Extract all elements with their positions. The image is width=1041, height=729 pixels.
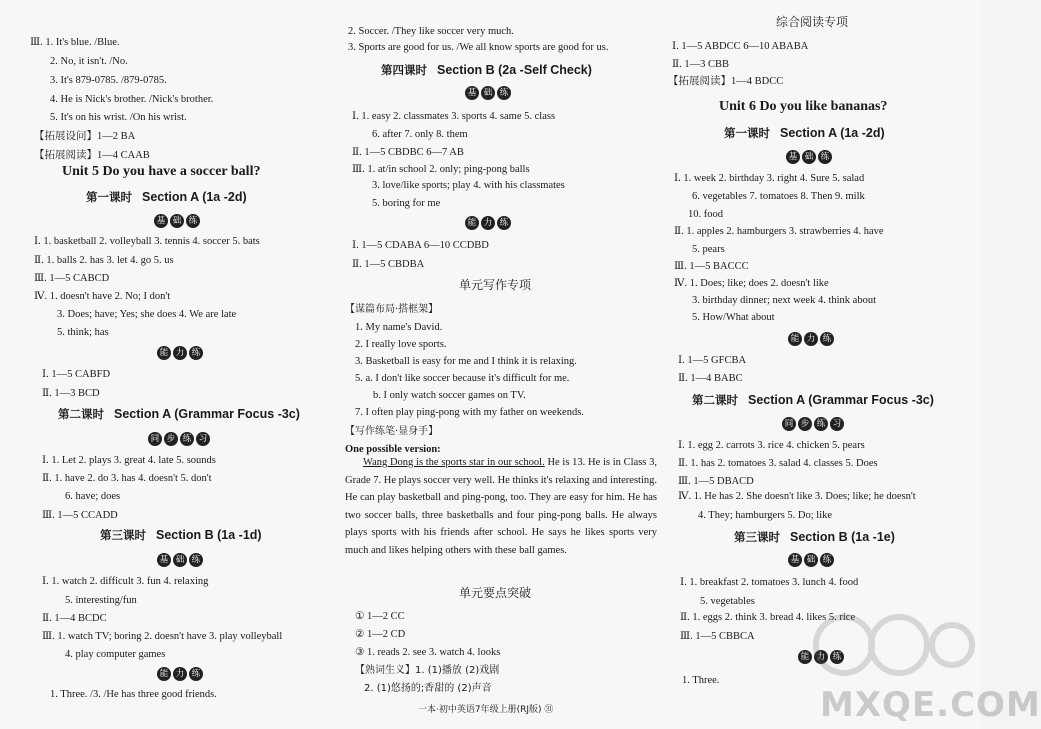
basic-practice-badge xyxy=(786,150,832,164)
answer-line: Ⅰ. 1—5 ABDCC 6—10 ABABA xyxy=(672,41,809,52)
answer-line: Ⅳ. 1. He has 2. She doesn't like 3. Does; like; he doesn't xyxy=(678,491,916,502)
badge-char: 练 xyxy=(820,332,834,346)
badge-char: 练 xyxy=(497,216,511,230)
badge-char: 练 xyxy=(189,346,203,360)
answer-line: 4. They; hamburgers 5. Do; like xyxy=(698,510,833,521)
answer-line: 6. after 7. only 8. them xyxy=(372,129,468,140)
ability-practice-badge xyxy=(465,216,511,230)
answer-line: Ⅲ. 1—5 CBBCA xyxy=(680,631,755,642)
answer-line: Ⅳ. 1. doesn't have 2. No; I don't xyxy=(34,291,171,302)
sync-practice-badge xyxy=(148,432,210,446)
essay-body: He is 13. He is in Class 3, Grade 7. He plays soccer very well. He thinks it's relaxing and interesting. He can play basketball and ping-pong, too. They are easy for him. He has two soccer balls, three basketballs and four ping-pong balls. He always plays sports with his friends after school. He says he likes sports very much and likes helping others with these ball games. xyxy=(345,457,657,556)
answer-line: Ⅰ. 1. egg 2. carrots 3. rice 4. chicken 5. pears xyxy=(678,440,865,451)
page-footer: 一本·初中英语7年级上册(RJ版) ㉛ xyxy=(418,705,554,715)
answer-line: 3. Sports are good for us. /We all know sports are good for us. xyxy=(348,42,609,53)
basic-practice-badge xyxy=(465,86,511,100)
lesson-heading xyxy=(734,531,895,544)
badge-char: 练 xyxy=(180,432,194,446)
answer-line: 5. boring for me xyxy=(372,198,441,209)
answer-line: 2. Soccer. /They like soccer very much. xyxy=(348,26,514,37)
sync-practice-badge xyxy=(782,417,844,431)
lesson-heading xyxy=(58,408,300,421)
section-title: 综合阅读专项 xyxy=(776,15,849,29)
answer-line: ③ 1. reads 2. see 3. watch 4. looks xyxy=(355,647,501,658)
badge-char: 练 xyxy=(189,667,203,681)
unit-title: Unit 6 Do you like bananas? xyxy=(719,99,888,114)
column-middle xyxy=(345,0,663,729)
answer-line: Ⅳ. 1. Does; like; does 2. doesn't like xyxy=(674,278,829,289)
lesson-section: Section B (1a -1e) xyxy=(790,530,895,544)
badge-char: 习 xyxy=(196,432,210,446)
answer-line: Ⅲ. 1. at/in school 2. only; ping-pong balls xyxy=(352,164,530,175)
answer-line: 3. It's 879-0785. /879-0785. xyxy=(50,75,167,86)
answer-line: ② 1—2 CD xyxy=(355,629,406,640)
answer-line: 5. pears xyxy=(692,244,725,255)
badge-char: 练 xyxy=(818,150,832,164)
badge-char: 基 xyxy=(788,553,802,567)
badge-char: 练 xyxy=(820,553,834,567)
answer-line: 1. My name's David. xyxy=(355,322,443,333)
ability-practice-badge xyxy=(157,667,203,681)
badge-char: 步 xyxy=(798,417,812,431)
column-left xyxy=(30,0,335,729)
answer-line: Ⅱ. 1. apples 2. hamburgers 3. strawberries 4. have xyxy=(674,226,884,237)
lesson-number: 第二课时 xyxy=(58,407,104,421)
answer-line: Ⅲ. 1. watch TV; boring 2. doesn't have 3. play volleyball xyxy=(42,631,283,642)
badge-char: 能 xyxy=(465,216,479,230)
answer-line: 1. Three. xyxy=(682,675,720,686)
answer-line: Ⅰ. 1. Let 2. plays 3. great 4. late 5. sounds xyxy=(42,455,216,466)
section-title: 单元写作专项 xyxy=(459,278,532,292)
badge-char: 础 xyxy=(804,553,818,567)
answer-line: Ⅱ. 1—3 CBB xyxy=(672,59,730,70)
badge-char: 能 xyxy=(157,667,171,681)
badge-char: 础 xyxy=(170,214,184,228)
answer-line: 5. interesting/fun xyxy=(65,595,137,606)
lesson-heading xyxy=(692,394,934,407)
lesson-heading xyxy=(724,127,885,140)
answer-line: 2. I really love sports. xyxy=(355,339,447,350)
lesson-section: Section A (1a -2d) xyxy=(142,190,247,204)
badge-char: 力 xyxy=(804,332,818,346)
answer-line: 2. No, it isn't. /No. xyxy=(50,56,128,67)
answer-line: 4. play computer games xyxy=(65,649,166,660)
answer-line: b. I only watch soccer games on TV. xyxy=(373,390,526,401)
model-essay xyxy=(345,454,657,560)
badge-char: 习 xyxy=(830,417,844,431)
badge-char: 础 xyxy=(481,86,495,100)
answer-line: 2. (1)悠扬的;香甜的 (2)声音 xyxy=(364,683,492,694)
answer-line: 3. birthday dinner; next week 4. think about xyxy=(692,295,877,306)
answer-line: 4. He is Nick's brother. /Nick's brother. xyxy=(50,94,214,105)
badge-char: 同 xyxy=(782,417,796,431)
badge-char: 能 xyxy=(798,650,812,664)
badge-char: 能 xyxy=(788,332,802,346)
ability-practice-badge xyxy=(788,332,834,346)
writing-practice-tag: 【写作练笔·显身手】 xyxy=(345,426,439,437)
answer-line: 5. vegetables xyxy=(700,596,755,607)
answer-line: Ⅱ. 1—5 CBDBC 6—7 AB xyxy=(352,147,464,158)
answer-line: 【熟词生义】1. (1)播放 (2)戏剧 xyxy=(355,665,500,676)
badge-char: 础 xyxy=(802,150,816,164)
essay-first-sentence: Wang Dong is the sports star in our school. xyxy=(363,457,545,468)
answer-line: Ⅱ. 1—4 BABC xyxy=(678,373,743,384)
badge-char: 力 xyxy=(814,650,828,664)
lesson-number: 第三课时 xyxy=(734,530,780,544)
answer-line: Ⅲ. 1—5 CCADD xyxy=(42,510,118,521)
answer-line: Ⅰ. 1. easy 2. classmates 3. sports 4. same 5. class xyxy=(352,111,556,122)
answer-line: Ⅱ. 1. balls 2. has 3. let 4. go 5. us xyxy=(34,255,174,266)
badge-char: 练 xyxy=(186,214,200,228)
answer-line: 7. I often play ping-pong with my father on weekends. xyxy=(355,407,584,418)
lesson-number: 第二课时 xyxy=(692,393,738,407)
answer-line: 【拓展阅读】1—4 BDCC xyxy=(668,76,784,87)
answer-line: 3. love/like sports; play 4. with his classmates xyxy=(372,180,565,191)
lesson-section: Section B (1a -1d) xyxy=(156,528,262,542)
answer-line: Ⅰ. 1—5 GFCBA xyxy=(678,355,747,366)
answer-line: Ⅱ. 1—3 BCD xyxy=(42,388,100,399)
answer-line: Ⅰ. 1. basketball 2. volleyball 3. tennis 4. soccer 5. bats xyxy=(34,236,260,247)
badge-char: 练 xyxy=(830,650,844,664)
badge-char: 础 xyxy=(173,553,187,567)
section-title: 单元要点突破 xyxy=(459,586,532,600)
answer-line: Ⅱ. 1. have 2. do 3. has 4. doesn't 5. don't xyxy=(42,473,212,484)
answer-line: 5. It's on his wrist. /On his wrist. xyxy=(50,112,187,123)
answer-line: 6. vegetables 7. tomatoes 8. Then 9. milk xyxy=(692,191,865,202)
answer-line: Ⅱ. 1—4 BCDC xyxy=(42,613,107,624)
answer-line: 5. How/What about xyxy=(692,312,775,323)
lesson-number: 第一课时 xyxy=(724,126,770,140)
answer-line: 3. Does; have; Yes; she does 4. We are late xyxy=(57,309,237,320)
answer-line: 5. think; has xyxy=(57,327,109,338)
badge-char: 基 xyxy=(157,553,171,567)
badge-char: 练 xyxy=(189,553,203,567)
lesson-number: 第一课时 xyxy=(86,190,132,204)
answer-line: Ⅰ. 1. week 2. birthday 3. right 4. Sure 5. salad xyxy=(674,173,865,184)
lesson-heading xyxy=(86,191,247,204)
answer-line: 3. Basketball is easy for me and I think it is relaxing. xyxy=(355,356,577,367)
answer-line: Ⅰ. 1—5 CDABA 6—10 CCDBD xyxy=(352,240,489,251)
badge-char: 力 xyxy=(481,216,495,230)
basic-practice-badge xyxy=(788,553,834,567)
answer-line: Ⅱ. 1. has 2. tomatoes 3. salad 4. classes 5. Does xyxy=(678,458,878,469)
answer-line: Ⅰ. 1. breakfast 2. tomatoes 3. lunch 4. food xyxy=(680,577,859,588)
answer-line: Ⅰ. 1. watch 2. difficult 3. fun 4. relaxing xyxy=(42,576,209,587)
badge-char: 基 xyxy=(465,86,479,100)
lesson-heading xyxy=(381,64,592,77)
answer-line: 5. a. I don't like soccer because it's difficult for me. xyxy=(355,373,570,384)
badge-char: 练 xyxy=(497,86,511,100)
badge-char: 同 xyxy=(148,432,162,446)
answer-line: Ⅲ. 1—5 BACCC xyxy=(674,261,749,272)
basic-practice-badge xyxy=(154,214,200,228)
badge-char: 练 xyxy=(814,417,828,431)
answer-line: 1. Three. /3. /He has three good friends. xyxy=(50,689,217,700)
answer-line: Ⅱ. 1. eggs 2. think 3. bread 4. likes 5. rice xyxy=(680,612,856,623)
lesson-heading xyxy=(100,529,262,542)
basic-practice-badge xyxy=(157,553,203,567)
one-possible-version: One possible version: xyxy=(345,444,441,455)
answer-line: Ⅲ. 1—5 CABCD xyxy=(34,273,110,284)
lesson-number: 第四课时 xyxy=(381,63,427,77)
badge-char: 基 xyxy=(154,214,168,228)
answer-line: Ⅱ. 1—5 CBDBA xyxy=(352,259,425,270)
answer-line: 6. have; does xyxy=(65,491,121,502)
badge-char: 力 xyxy=(173,667,187,681)
lesson-section: Section A (Grammar Focus -3c) xyxy=(748,393,934,407)
lesson-section: Section A (1a -2d) xyxy=(780,126,885,140)
answer-line: 10. food xyxy=(688,209,723,220)
answer-line: 【拓展设问】1—2 BA xyxy=(34,131,136,142)
badge-char: 力 xyxy=(173,346,187,360)
answer-line: Ⅲ. 1. It's blue. /Blue. xyxy=(30,37,120,48)
answer-line: 【拓展阅读】1—4 CAAB xyxy=(34,150,150,161)
badge-char: 基 xyxy=(786,150,800,164)
ability-practice-badge xyxy=(157,346,203,360)
answer-line: Ⅰ. 1—5 CABFD xyxy=(42,369,111,380)
lesson-section: Section B (2a -Self Check) xyxy=(437,63,592,77)
badge-char: 能 xyxy=(157,346,171,360)
writing-frame-tag: 【谋篇布局·搭框架】 xyxy=(345,304,439,315)
lesson-section: Section A (Grammar Focus -3c) xyxy=(114,407,300,421)
answer-line: ① 1—2 CC xyxy=(355,611,405,622)
watermark-text: MXQE.COM xyxy=(820,685,1041,725)
badge-char: 步 xyxy=(164,432,178,446)
unit-title: Unit 5 Do you have a soccer ball? xyxy=(62,164,261,179)
lesson-number: 第三课时 xyxy=(100,528,146,542)
answer-line: Ⅲ. 1—5 DBACD xyxy=(678,476,754,487)
